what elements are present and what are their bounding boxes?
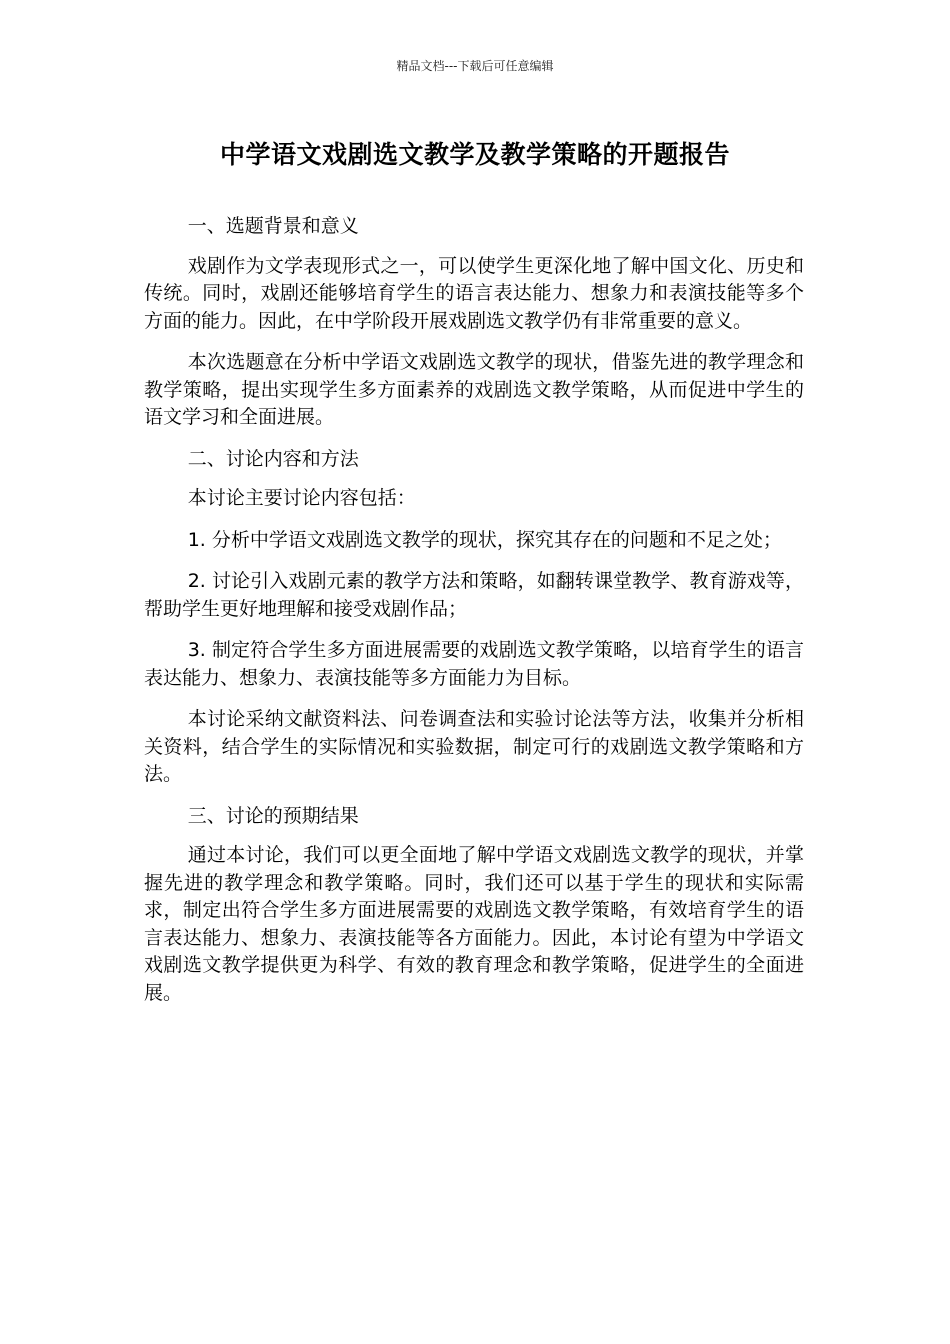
section-1-heading: 一、选题背景和意义 xyxy=(187,215,359,237)
document-body xyxy=(144,213,804,1021)
header-note: 精品文档---下载后可任意编辑 xyxy=(396,59,554,73)
section-2-method: 本讨论采纳文献资料法、问卷调查法和实验讨论法等方法，收集并分析相关资料，结合学生的实际情况和实验数据，制定可行的戏剧选文教学策略和方法。 xyxy=(144,708,804,785)
section-3-heading: 三、讨论的预期结果 xyxy=(187,804,359,827)
section-3-paragraph-1: 通过本讨论，我们可以更全面地了解中学语文戏剧选文教学的现状，并掌握先进的教学理念和教学策略。同时，我们还可以基于学生的现状和实际需求，制定出符合学生多方面进展需要的戏剧选文教学策略，有效培育学生的语言表达能力、想象力、表演技能等各方面能力。因此，本讨论有望为中学语文戏剧选文教学提供更为科学、有效的教育理念和教学策略，促进学生的全面进展。 xyxy=(144,844,804,1004)
section-2-item-1: 1. 分析中学语文戏剧选文教学的现状，探究其存在的问题和不足之处； xyxy=(187,528,782,551)
section-2-item-3: 3. 制定符合学生多方面进展需要的戏剧选文教学策略，以培育学生的语言表达能力、想象力、表演技能等多方面能力为目标。 xyxy=(144,639,804,689)
section-1-paragraph-2: 本次选题意在分析中学语文戏剧选文教学的现状，借鉴先进的教学理念和教学策略，提出实现学生多方面素养的戏剧选文教学策略，从而促进中学生的语文学习和全面进展。 xyxy=(144,351,804,428)
section-2-heading: 二、讨论内容和方法 xyxy=(187,447,359,470)
document-title: 中学语文戏剧选文教学及教学策略的开题报告 xyxy=(219,140,730,169)
section-1-paragraph-1: 戏剧作为文学表现形式之一，可以使学生更深化地了解中国文化、历史和传统。同时，戏剧还能够培育学生的语言表达能力、想象力和表演技能等多个方面的能力。因此，在中学阶段开展戏剧选文教学仍有非常重要的意义。 xyxy=(144,254,804,332)
section-2-intro: 本讨论主要讨论内容包括： xyxy=(187,487,416,509)
section-2-item-2: 2. 讨论引入戏剧元素的教学方法和策略，如翻转课堂教学、教育游戏等，帮助学生更好地理解和接受戏剧作品； xyxy=(144,570,804,620)
